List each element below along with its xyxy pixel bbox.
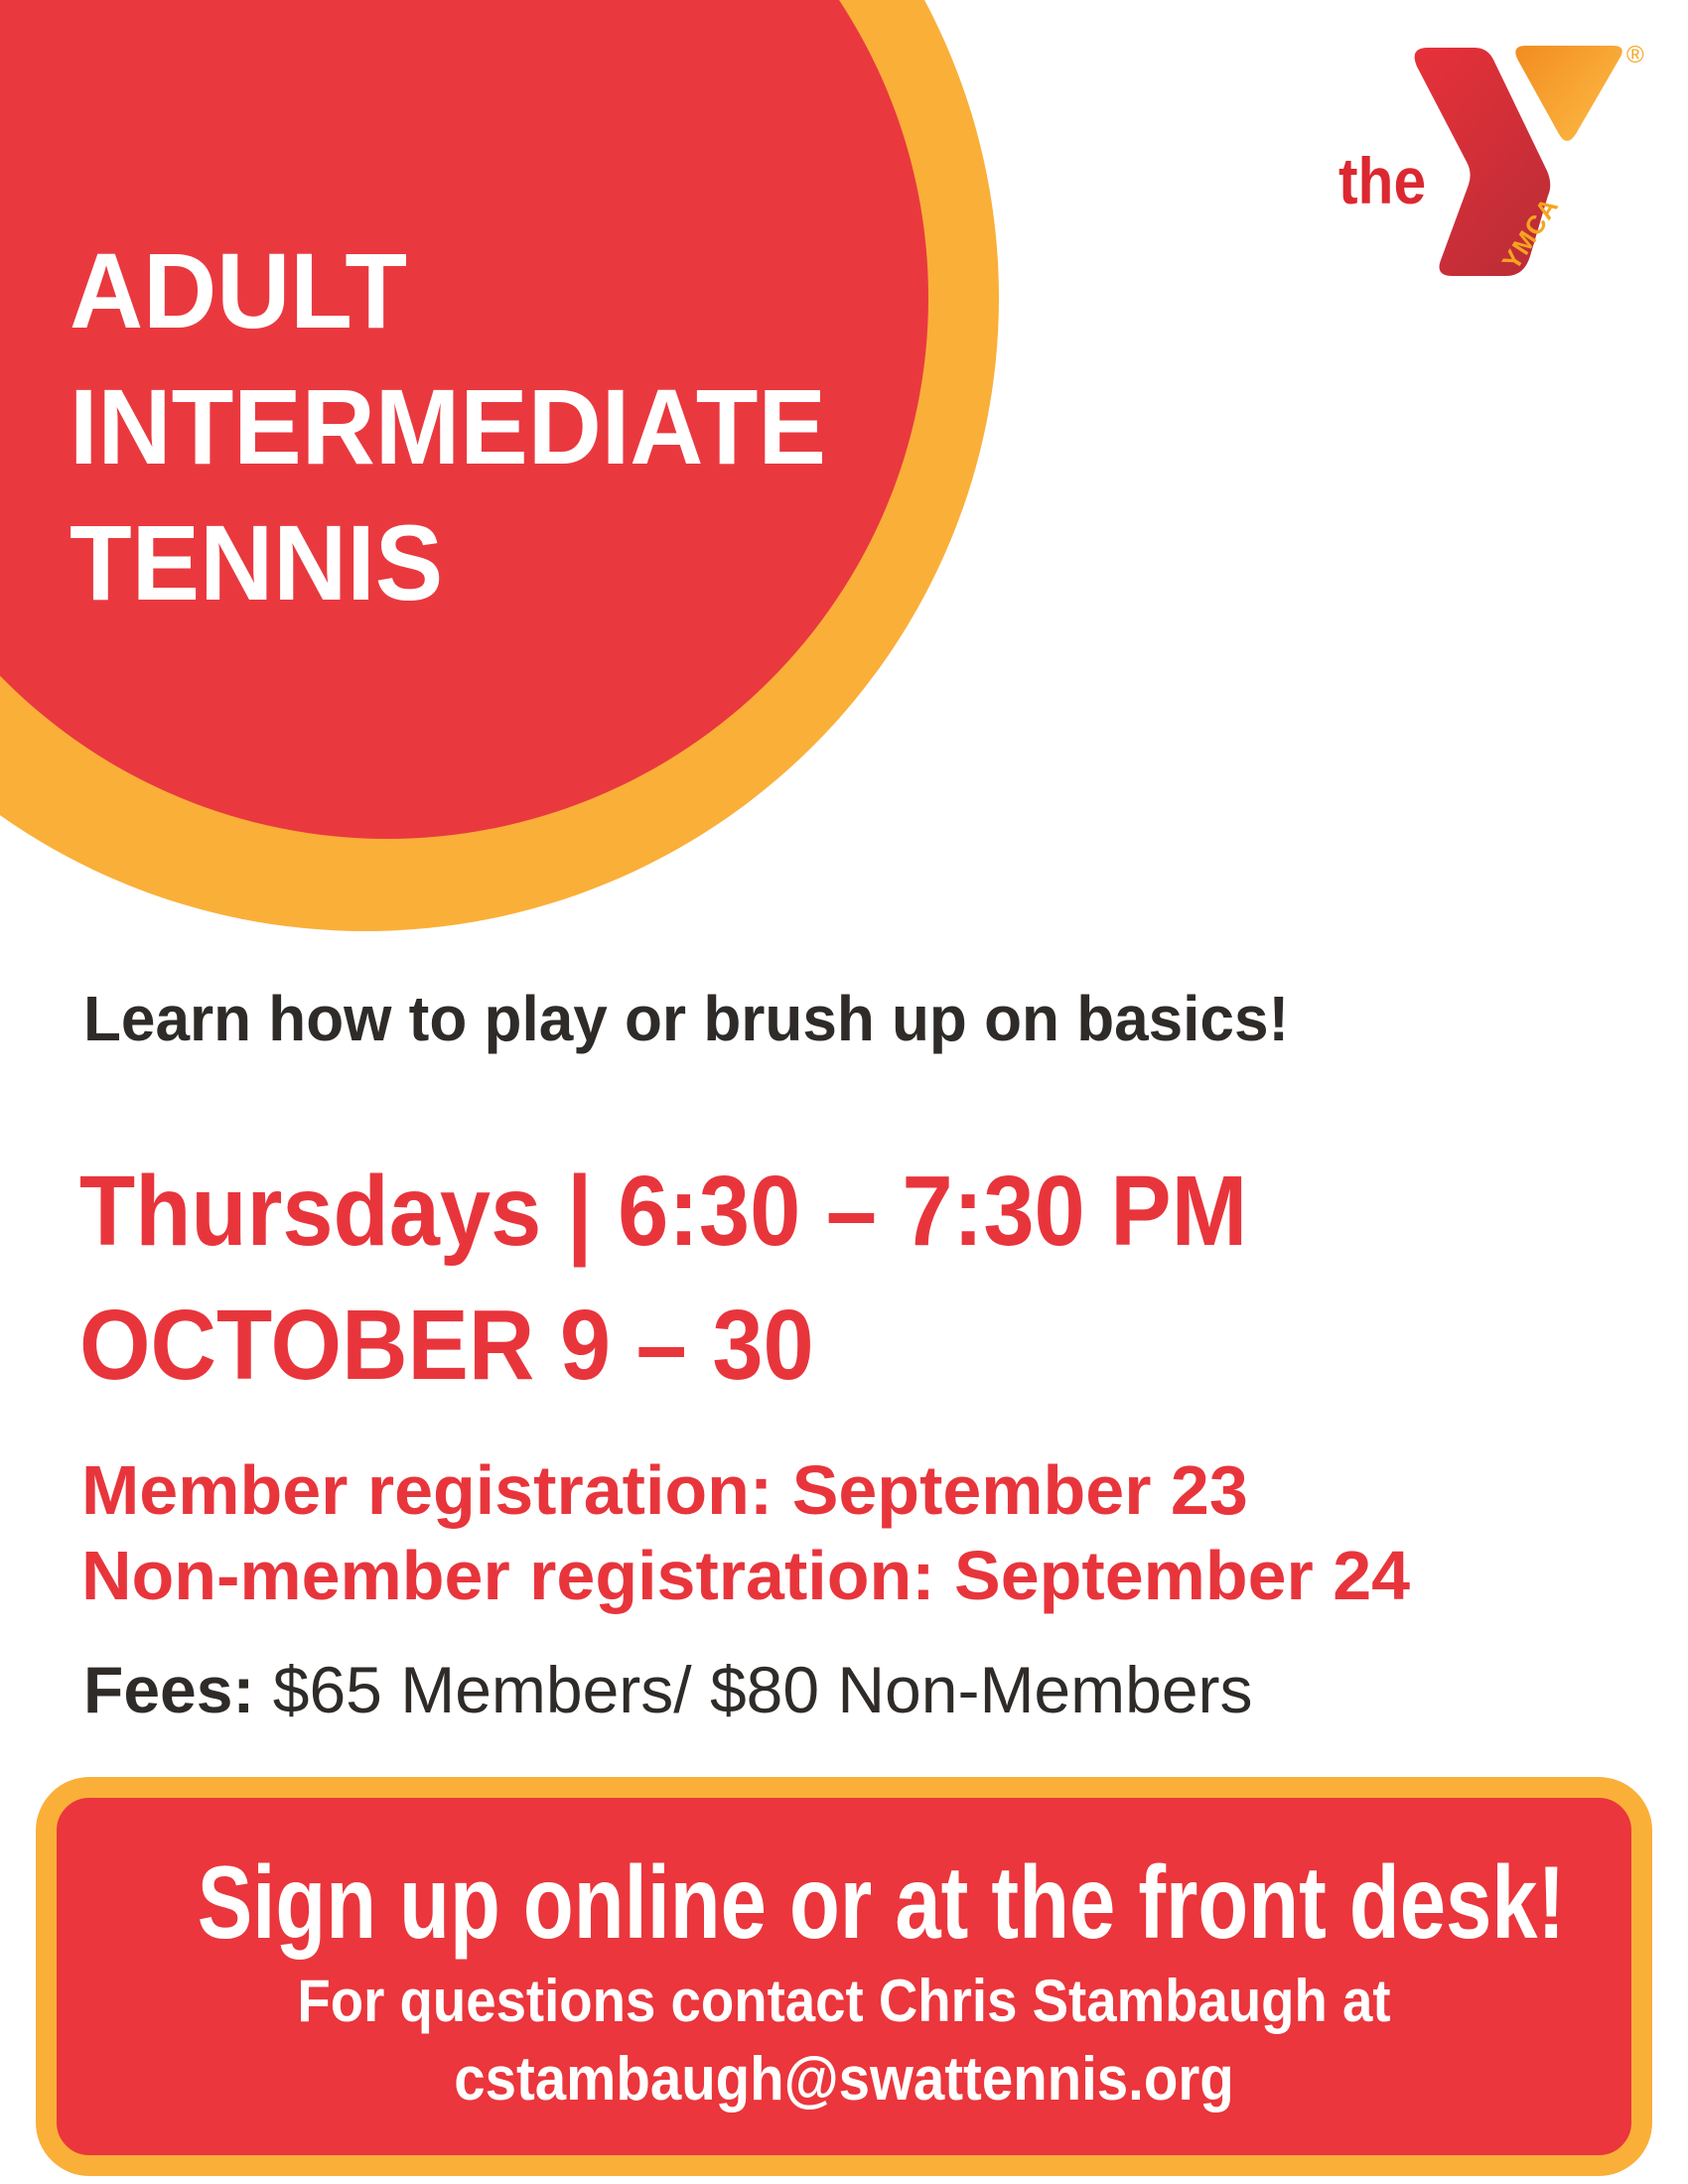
schedule-days-time: Thursdays | 6:30 – 7:30 PM [79,1156,1248,1267]
schedule-dates: OCTOBER 9 – 30 [79,1290,814,1401]
page-title-line-2: INTERMEDIATE [70,366,826,486]
ymca-logo-ymca-text: YMCA [1495,192,1565,276]
intro-line: Learn how to play or brush up on basics! [83,983,1290,1054]
contact-email: cstambaugh@swattennis.org [454,2045,1234,2114]
member-registration-line: Member registration: September 23 [81,1451,1248,1529]
fees-line [83,1653,1253,1727]
page-title-line-1: ADULT [70,230,408,350]
ymca-triangle-shape [1515,46,1621,141]
registration-block [81,1447,1410,1618]
non-member-registration-line: Non-member registration: September 24 [81,1537,1411,1614]
registered-trademark-icon: ® [1626,42,1644,68]
contact-line: For questions contact Chris Stambaugh at [297,1968,1391,2034]
page-title [70,222,826,630]
fees-label: Fees: [83,1653,255,1726]
page-title-line-3: TENNIS [70,502,444,622]
ymca-logo-the-text: the [1338,144,1427,217]
fees-details: $65 Members/ $80 Non-Members [254,1653,1253,1726]
signup-headline: Sign up online or at the front desk! [197,1845,1566,1961]
